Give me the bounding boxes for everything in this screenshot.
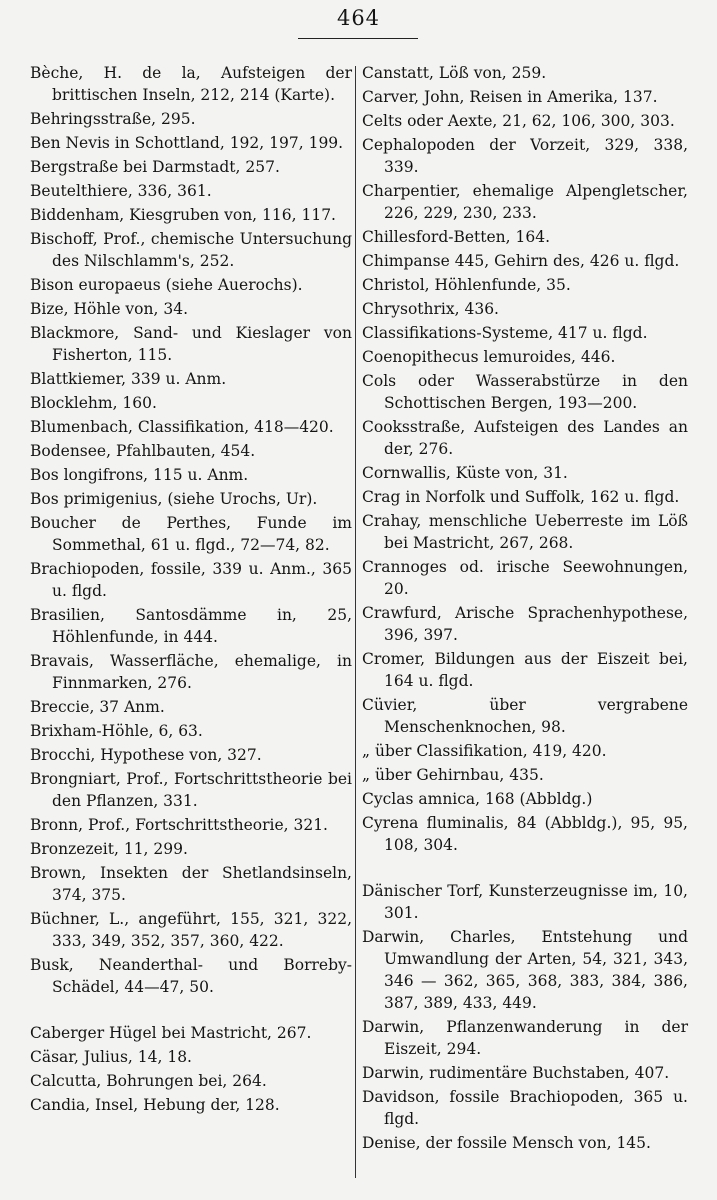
index-entry: Cephalopoden der Vorzeit, 329, 338, 339. bbox=[362, 136, 688, 176]
index-entry: Blocklehm, 160. bbox=[30, 394, 157, 412]
index-entry: Bos primigenius, (siehe Urochs, Ur). bbox=[30, 490, 318, 508]
index-entry: Celts oder Aexte, 21, 62, 106, 300, 303. bbox=[362, 112, 675, 130]
index-entry: Davidson, fossile Brachiopoden, 365 u. flgd. bbox=[362, 1088, 688, 1128]
index-entry: Darwin, Pflanzenwanderung in der Eiszeit, 294. bbox=[362, 1018, 688, 1058]
index-entry: Ben Nevis in Schottland, 192, 197, 199. bbox=[30, 134, 344, 152]
index-entry: Denise, der fossile Mensch von, 145. bbox=[362, 1134, 651, 1152]
index-entry: Crannoges od. irische Seewohnungen, 20. bbox=[362, 558, 688, 598]
index-entry: Cäsar, Julius, 14, 18. bbox=[30, 1048, 192, 1066]
index-entry: Crag in Norfolk und Suffolk, 162 u. flgd. bbox=[362, 488, 680, 506]
index-entry: Bravais, Wasserfläche, ehemalige, in Finnmarken, 276. bbox=[30, 652, 352, 692]
index-entry: Biddenham, Kiesgruben von, 116, 117. bbox=[30, 206, 336, 224]
index-entry: Cornwallis, Küste von, 31. bbox=[362, 464, 568, 482]
index-column-left bbox=[30, 62, 352, 1118]
index-entry: Bergstraße bei Darmstadt, 257. bbox=[30, 158, 280, 176]
index-entry: Darwin, Charles, Entstehung und Umwandlung der Arten, 54, 321, 343, 346 — 362, 365, 368, 383, 384, 386, 387, 389, 433, 449. bbox=[362, 928, 688, 1012]
index-entry: Bronn, Prof., Fortschrittstheorie, 321. bbox=[30, 816, 328, 834]
index-entry: Bischoff, Prof., chemische Untersuchung des Nilschlamm's, 252. bbox=[30, 230, 352, 270]
index-entry: Chillesford-Betten, 164. bbox=[362, 228, 551, 246]
index-entry: Blattkiemer, 339 u. Anm. bbox=[30, 370, 227, 388]
index-entry: Bronzezeit, 11, 299. bbox=[30, 840, 188, 858]
index-entry: Brongniart, Prof., Fortschrittstheorie bei den Pflanzen, 331. bbox=[30, 770, 352, 810]
index-entry: Chrysothrix, 436. bbox=[362, 300, 499, 318]
index-entry: „ über Gehirnbau, 435. bbox=[362, 766, 544, 784]
index-entry: Brasilien, Santosdämme in, 25, Höhlenfunde, in 444. bbox=[30, 606, 352, 646]
index-entry: Chimpanse 445, Gehirn des, 426 u. flgd. bbox=[362, 252, 680, 270]
letter-section-gap bbox=[30, 1000, 352, 1022]
index-entry: Blumenbach, Classifikation, 418—420. bbox=[30, 418, 334, 436]
index-entry: Cyclas amnica, 168 (Abbldg.) bbox=[362, 790, 593, 808]
index-entry: Cyrena fluminalis, 84 (Abbldg.), 95, 95, 108, 304. bbox=[362, 814, 688, 854]
index-entry: Brocchi, Hypothese von, 327. bbox=[30, 746, 262, 764]
index-entry: Beutelthiere, 336, 361. bbox=[30, 182, 212, 200]
index-entry: Brachiopoden, fossile, 339 u. Anm., 365 u. flgd. bbox=[30, 560, 352, 600]
index-entry: Boucher de Perthes, Funde im Sommethal, 61 u. flgd., 72—74, 82. bbox=[30, 514, 352, 554]
index-entry: Bize, Höhle von, 34. bbox=[30, 300, 189, 318]
index-entry: Canstatt, Löß von, 259. bbox=[362, 64, 547, 82]
index-entry: Coenopithecus lemuroides, 446. bbox=[362, 348, 616, 366]
index-entry: Büchner, L., angeführt, 155, 321, 322, 333, 349, 352, 357, 360, 422. bbox=[30, 910, 352, 950]
index-entry: Bison europaeus (siehe Auerochs). bbox=[30, 276, 303, 294]
letter-section-gap bbox=[362, 858, 688, 880]
index-entry: Breccie, 37 Anm. bbox=[30, 698, 165, 716]
index-entry: Candia, Insel, Hebung der, 128. bbox=[30, 1096, 280, 1114]
index-entry: Calcutta, Bohrungen bei, 264. bbox=[30, 1072, 267, 1090]
index-entry: Christol, Höhlenfunde, 35. bbox=[362, 276, 571, 294]
index-entry: Behringsstraße, 295. bbox=[30, 110, 196, 128]
column-divider bbox=[355, 66, 356, 1178]
index-entry: Busk, Neanderthal- und Borreby-Schädel, 44—47, 50. bbox=[30, 956, 352, 996]
index-entry: Cüvier, über vergrabene Menschenknochen, 98. bbox=[362, 696, 688, 736]
index-column-right bbox=[362, 62, 688, 1156]
page-number: 464 bbox=[336, 6, 381, 30]
index-entry: Cooksstraße, Aufsteigen des Landes an der, 276. bbox=[362, 418, 688, 458]
index-entry: Cols oder Wasserabstürze in den Schottischen Bergen, 193—200. bbox=[362, 372, 688, 412]
index-entry: Crawfurd, Arische Sprachenhypothese, 396, 397. bbox=[362, 604, 688, 644]
index-entry: Brown, Insekten der Shetlandsinseln, 374, 375. bbox=[30, 864, 352, 904]
index-entry: Blackmore, Sand- und Kieslager von Fisherton, 115. bbox=[30, 324, 352, 364]
index-entry: „ über Classifikation, 419, 420. bbox=[362, 742, 607, 760]
index-entry: Classifikations-Systeme, 417 u. flgd. bbox=[362, 324, 648, 342]
index-entry: Cromer, Bildungen aus der Eiszeit bei, 164 u. flgd. bbox=[362, 650, 688, 690]
header-rule bbox=[298, 38, 418, 39]
index-entry: Darwin, rudimentäre Buchstaben, 407. bbox=[362, 1064, 670, 1082]
index-entry: Bèche, H. de la, Aufsteigen der brittischen Inseln, 212, 214 (Karte). bbox=[30, 64, 352, 104]
index-entry: Brixham-Höhle, 6, 63. bbox=[30, 722, 203, 740]
index-entry: Caberger Hügel bei Mastricht, 267. bbox=[30, 1024, 312, 1042]
index-entry: Crahay, menschliche Ueberreste im Löß bei Mastricht, 267, 268. bbox=[362, 512, 688, 552]
index-entry: Bos longifrons, 115 u. Anm. bbox=[30, 466, 249, 484]
index-entry: Bodensee, Pfahlbauten, 454. bbox=[30, 442, 256, 460]
index-entry: Charpentier, ehemalige Alpengletscher, 226, 229, 230, 233. bbox=[362, 182, 688, 222]
index-entry: Carver, John, Reisen in Amerika, 137. bbox=[362, 88, 658, 106]
index-entry: Dänischer Torf, Kunsterzeugnisse im, 10, 301. bbox=[362, 882, 688, 922]
